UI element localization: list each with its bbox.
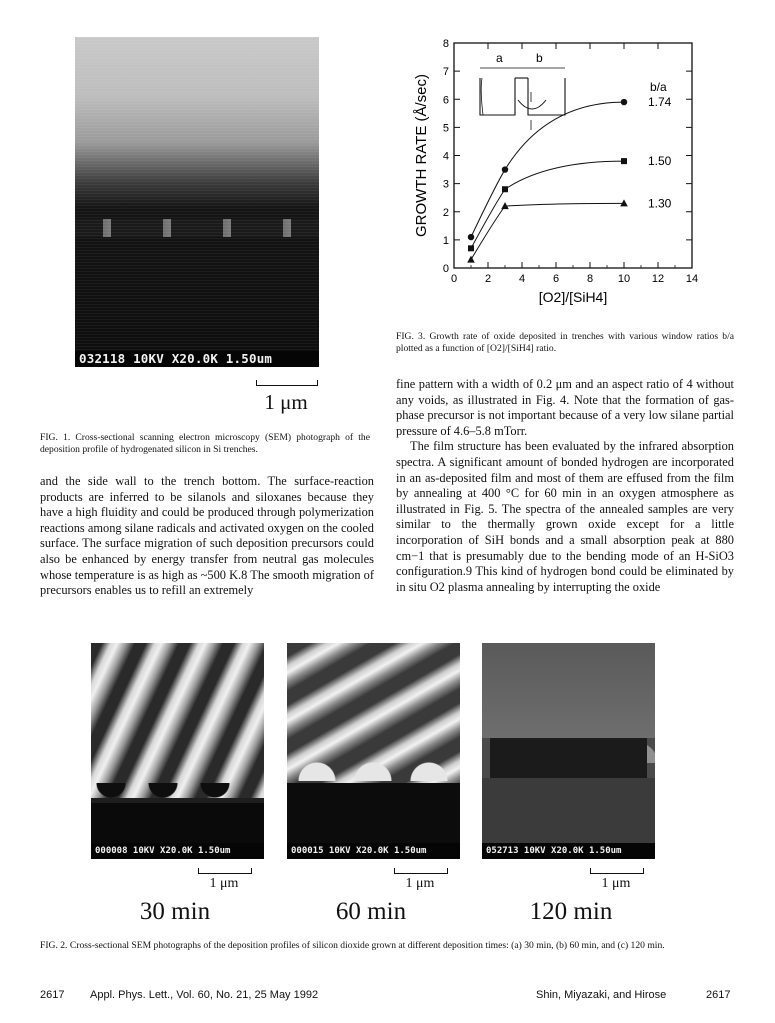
fig1-scan-lines — [75, 37, 319, 351]
series-line-1.30 — [471, 203, 624, 259]
y-tick-label: 2 — [442, 206, 449, 219]
data-point-triangle — [467, 256, 475, 263]
fig1-sem-image — [75, 37, 319, 367]
data-point-circle — [502, 166, 508, 172]
y-tick-label: 5 — [442, 122, 449, 135]
inset-film — [481, 78, 483, 115]
fig3-chart — [400, 30, 710, 320]
fig2-caption: FIG. 2. Cross-sectional SEM photographs of the deposition profiles of silicon dioxide grown at different deposition times: (a) 30 min, (b) 60 min, and (c) 120 min. — [40, 940, 665, 951]
y-tick-label: 8 — [442, 38, 449, 50]
data-point-circle — [621, 99, 627, 105]
fig2-panel-a-image — [91, 643, 264, 859]
y-tick-label: 3 — [442, 178, 449, 191]
body-right-column — [396, 377, 734, 595]
footer-page-right: 2617 — [706, 989, 731, 1001]
fig2c-scale-label: 1 μm — [601, 876, 631, 891]
inset-trench-profile — [480, 78, 565, 115]
fig2c-scale-bar — [590, 868, 644, 874]
fig1-scale-label: 1 μm — [264, 390, 308, 414]
fig2-panel-b-image — [287, 643, 460, 859]
data-point-square — [468, 245, 474, 251]
fig2b-sem-label: 000015 10KV X20.0K 1.50um — [287, 843, 460, 859]
inset-film-bottom — [518, 100, 546, 109]
inset-label-b: b — [536, 51, 543, 65]
fig2a-scale-label: 1 μm — [209, 876, 239, 891]
y-tick-label: 6 — [442, 94, 449, 107]
y-tick-label: 4 — [442, 150, 449, 163]
x-tick-label: 14 — [685, 273, 699, 285]
data-point-triangle — [620, 199, 628, 206]
x-tick-label: 6 — [552, 273, 560, 285]
fig3-caption: FIG. 3. Growth rate of oxide deposited in trenches with various window ratios b/a plotted as a function of [O2]/[SiH4] ratio. — [396, 331, 734, 354]
fig2b-scale-bar — [394, 868, 448, 874]
x-tick-label: 0 — [450, 273, 458, 285]
fig2a-time-label: 30 min — [139, 898, 211, 925]
fig1-scale-bar — [256, 380, 318, 386]
fig2c-time-label: 120 min — [529, 898, 613, 925]
fig2b-time-label: 60 min — [335, 898, 407, 925]
y-tick-label: 1 — [442, 234, 449, 247]
x-tick-label: 4 — [518, 273, 526, 285]
fig2a-scale-bar — [198, 868, 252, 874]
body-left-column — [40, 474, 374, 599]
series-line-1.74 — [471, 102, 624, 237]
body-right-paragraph-1: fine pattern with a width of 0.2 μm and an aspect ratio of 4 without any voids, as illustrated in Fig. 4. Note that the formation of gas-phase precursor is not important because of a very low silane partial pressure of 4.6–5.8 mTorr. — [396, 377, 734, 438]
series-label: 1.30 — [648, 196, 672, 211]
y-tick-label: 0 — [442, 263, 449, 275]
inset-label-a: a — [496, 51, 503, 65]
x-tick-label: 8 — [586, 273, 594, 285]
body-right-paragraph-2: The film structure has been evaluated by the infrared absorption spectra. A significant amount of bonded hydrogen are incorporated in an as-deposited film and most of them are effused from the film by annealing at 400 °C for 60 min in an oxygen atmosphere as illustrated in Fig. 5. The spectra of the annealed samples are very similar to the thermally grown oxide except for a little incorporation of SiH bonds and a small absorption peak at 880 cm−1 that is presumably due to the bending mode of an H-SiO3 configuration.9 This kind of hydrogen bond could be eliminated by in situ O2 plasma annealing by interrupting the oxide — [396, 439, 734, 594]
data-point-square — [621, 158, 627, 164]
data-point-circle — [468, 234, 474, 240]
fig2-panel-c-image — [482, 643, 655, 859]
x-axis-label: [O2]/[SiH4] — [538, 289, 608, 305]
fig1-sem-label: 032118 10KV X20.0K 1.50um — [75, 351, 319, 367]
x-tick-label: 10 — [617, 273, 631, 285]
legend-title: b/a — [650, 80, 667, 94]
footer-authors: Shin, Miyazaki, and Hirose — [536, 989, 667, 1001]
y-axis-label: GROWTH RATE (Å/sec) — [413, 73, 430, 238]
x-tick-label: 2 — [484, 273, 492, 285]
series-label: 1.50 — [648, 154, 672, 169]
footer-page-left: 2617 — [40, 989, 65, 1001]
x-tick-label: 12 — [651, 273, 665, 285]
fig2c-sem-label: 052713 10KV X20.0K 1.50um — [482, 843, 655, 859]
fig1-caption: FIG. 1. Cross-sectional scanning electron microscopy (SEM) photograph of the deposition profile of hydrogenated silicon in Si trenches. — [40, 432, 370, 455]
fig2a-sem-label: 000008 10KV X20.0K 1.50um — [91, 843, 264, 859]
body-left-paragraph: and the side wall to the trench bottom. The surface-reaction products are inferred to be silanols and siloxanes because they have a high fluidity and could be produced through polymerization reactions among silane radicals and activated oxygen on the cooled surface. The surface migration of such deposition precursors could also be enhanced by energy transfer from neutral gas molecules whose temperature is as high as ~500 K.8 The smooth migration of precursors enables us to refill an extremely — [40, 474, 374, 598]
y-tick-label: 7 — [442, 66, 449, 79]
data-point-square — [502, 186, 508, 192]
footer-journal: Appl. Phys. Lett., Vol. 60, No. 21, 25 May 1992 — [90, 989, 319, 1001]
fig2b-scale-label: 1 μm — [405, 876, 435, 891]
series-label: 1.74 — [648, 95, 672, 110]
